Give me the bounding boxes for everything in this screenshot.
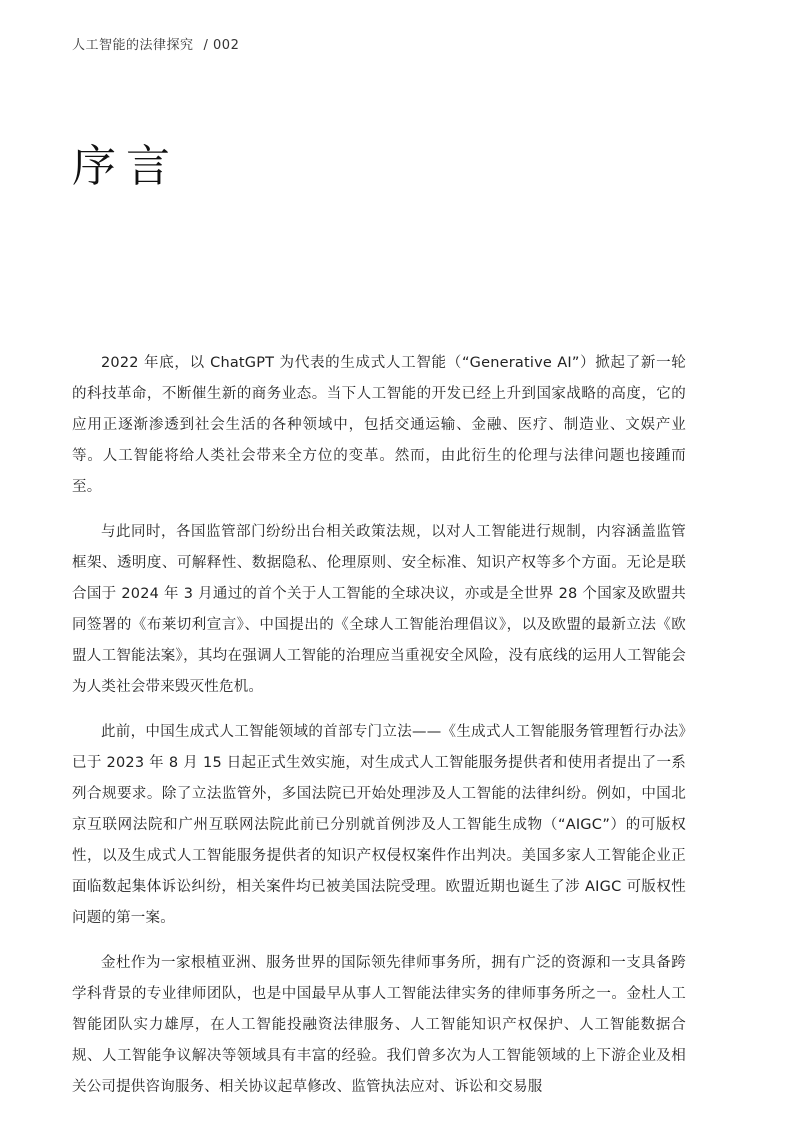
book-title: 人工智能的法律探究 (72, 38, 194, 53)
running-header (72, 34, 239, 53)
paragraph: 金杜作为一家根植亚洲、服务世界的国际领先律师事务所，拥有广泛的资源和一支具备跨学科背景的专业律师团队，也是中国最早从事人工智能法律实务的律师事务所之一。金杜人工智能团队实力雄厚，在人工智能投融资法律服务、人工智能知识产权保护、人工智能数据合规、人工智能争议解决等领域具有丰富的经验。我们曾多次为人工智能领域的上下游企业及相关公司提供咨询服务、相关协议起草修改、监管执法应对、诉讼和交易服 (72, 955, 686, 1095)
page-number: / 002 (203, 38, 240, 53)
paragraph: 2022 年底，以 ChatGPT 为代表的生成式人工智能（“Generative AI”）掀起了新一轮的科技革命，不断催生新的商务业态。当下人工智能的开发已经上升到国家战略的高度，它的应用正逐渐渗透到社会生活的各种领域中，包括交通运输、金融、医疗、制造业、文娱产业等。人工智能将给人类社会带来全方位的变革。然而，由此衍生的伦理与法律问题也接踵而至。 (72, 355, 686, 495)
paragraph: 此前，中国生成式人工智能领域的首部专门立法——《生成式人工智能服务管理暂行办法》已于 2023 年 8 月 15 日起正式生效实施，对生成式人工智能服务提供者和使用者提出了一系列合规要求。除了立法监管外，多国法院已开始处理涉及人工智能的法律纠纷。例如，中国北京互联网法院和广州互联网法院此前已分别就首例涉及人工智能生成物（“AIGC”）的可版权性，以及生成式人工智能服务提供者的知识产权侵权案件作出判决。美国多家人工智能企业正面临数起集体诉讼纠纷，相关案件均已被美国法院受理。欧盟近期也诞生了涉 AIGC 可版权性问题的第一案。 (72, 724, 686, 926)
section-title: 序言 (72, 141, 180, 192)
body-text (72, 348, 686, 1117)
paragraph: 与此同时，各国监管部门纷纷出台相关政策法规，以对人工智能进行规制，内容涵盖监管框架、透明度、可解释性、数据隐私、伦理原则、安全标准、知识产权等多个方面。无论是联合国于 2024 年 3 月通过的首个关于人工智能的全球决议，亦或是全世界 28 个国家及欧盟共同签署的《布莱切利宣言》、中国提出的《全球人工智能治理倡议》，以及欧盟的最新立法《欧盟人工智能法案》，其均在强调人工智能的治理应当重视安全风险，没有底线的运用人工智能会为人类社会带来毁灭性危机。 (72, 524, 686, 695)
